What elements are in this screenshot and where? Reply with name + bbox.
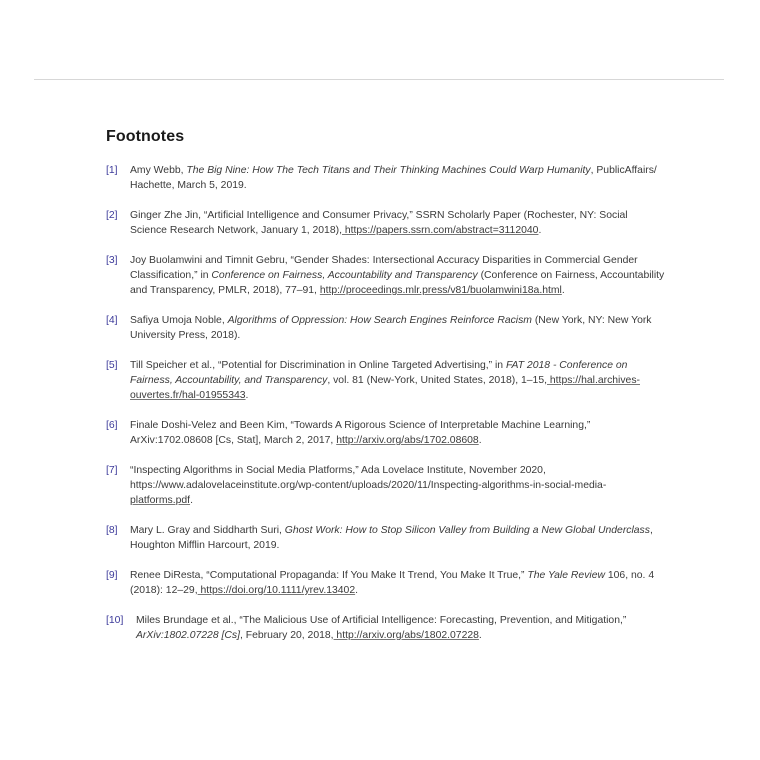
footnote-text xyxy=(130,163,666,193)
footnote-title: FAT 2018 - Conference on Fairness, Accountability, and Transparency xyxy=(130,360,628,386)
footnote-text xyxy=(136,613,666,643)
footnote-text-part: . xyxy=(561,285,565,296)
footnote-title: The Yale Review xyxy=(527,570,605,581)
footnote-text xyxy=(130,358,666,403)
footnote-text-part: , Houghton Mifflin Harcourt, 2019. xyxy=(130,525,653,551)
footnote-text-part: , February 20, 2018, xyxy=(239,630,334,641)
footnote-item xyxy=(106,208,666,238)
footnote-item xyxy=(106,568,666,598)
footnote-title: ArXiv:1802.07228 [Cs] xyxy=(136,630,240,641)
footnote-title: Conference on Fairness, Accountability and Transparency xyxy=(211,270,478,281)
footnote-text xyxy=(130,253,666,298)
footnote-number[interactable]: [7] xyxy=(106,465,118,476)
footnote-number[interactable]: [5] xyxy=(106,360,118,371)
footnote-item xyxy=(106,313,666,343)
footnote-title: The Big Nine: How The Tech Titans and Their Thinking Machines Could Warp Humanity xyxy=(186,165,591,176)
footnote-number[interactable]: [2] xyxy=(106,210,118,221)
footnote-text-part: , vol. 81 (New-York, United States, 2018), 1–15, xyxy=(327,375,547,386)
footnote-text xyxy=(130,523,666,553)
footnote-text-part: . xyxy=(478,630,482,641)
footnote-link[interactable]: http://arxiv.org/abs/1702.08608 xyxy=(336,435,479,446)
footnote-text xyxy=(130,208,666,238)
footnote-text-part: Mary L. Gray and Siddharth Suri, xyxy=(130,525,285,536)
footnote-number[interactable]: [3] xyxy=(106,255,118,266)
footnote-text-part: Safiya Umoja Noble, xyxy=(130,315,228,326)
footnote-text-part: , PublicAffairs/ Hachette, March 5, 2019. xyxy=(130,165,657,191)
footnote-number[interactable]: [8] xyxy=(106,525,118,536)
footnotes-heading: Footnotes xyxy=(106,128,185,145)
footnote-link[interactable]: http://proceedings.mlr.press/v81/buolamwini18a.html xyxy=(319,285,562,296)
footnote-text-part: . xyxy=(538,225,542,236)
footnote-text-part: “Inspecting Algorithms in Social Media Platforms,” Ada Lovelace Institute, November 2020, https://www.adalovelaceinstitute.org/wp-content/uploads/2020/11/Inspecting-algorithms-in-social-media- xyxy=(130,465,607,491)
footnote-item xyxy=(106,163,666,193)
footnote-link[interactable]: https://papers.ssrn.com/abstract=3112040 xyxy=(341,225,539,236)
footnote-text xyxy=(130,313,666,343)
footnote-link[interactable]: https://hal.archives-ouvertes.fr/hal-01955343 xyxy=(130,375,640,401)
footnote-text xyxy=(130,418,666,448)
footnote-text-part: Finale Doshi-Velez and Been Kim, “Towards A Rigorous Science of Interpretable Machine Learning,” ArXiv:1702.08608 [Cs, Stat], March 2, 2017, xyxy=(130,420,591,446)
footnote-item xyxy=(106,253,666,298)
footnote-link[interactable]: platforms.pdf xyxy=(130,495,191,506)
footnote-text xyxy=(130,568,666,598)
footnote-item xyxy=(106,523,666,553)
footnote-text-part: (New York, NY: New York University Press, 2018). xyxy=(130,315,652,341)
footnote-text-part: . xyxy=(245,390,249,401)
footnote-number[interactable]: [6] xyxy=(106,420,118,431)
footnote-item xyxy=(106,613,666,643)
footnote-text-part: Miles Brundage et al., “The Malicious Use of Artificial Intelligence: Forecasting, Prevention, and Mitigation,” xyxy=(136,615,627,626)
footnotes-list xyxy=(106,163,666,658)
footnote-title: Ghost Work: How to Stop Silicon Valley from Building a New Global Underclass xyxy=(284,525,650,536)
footnote-item xyxy=(106,358,666,403)
footnote-text-part: . xyxy=(190,495,193,506)
footnote-number[interactable]: [4] xyxy=(106,315,118,326)
footnote-text-part: 106, no. 4 (2018): 12–29, xyxy=(130,570,655,596)
footnote-link[interactable]: https://doi.org/10.1111/yrev.13402 xyxy=(197,585,356,596)
footnote-item xyxy=(106,463,666,508)
footnote-text-part: Ginger Zhe Jin, “Artificial Intelligence and Consumer Privacy,” SSRN Scholarly Paper (Rochester, NY: Social Science Research Network, January 1, 2018), xyxy=(130,210,628,236)
footnote-number[interactable]: [10] xyxy=(106,615,124,626)
footnote-text xyxy=(130,463,666,508)
top-divider xyxy=(34,79,724,80)
footnote-text-part: Till Speicher et al., “Potential for Discrimination in Online Targeted Advertising,” in xyxy=(130,360,506,371)
footnote-item xyxy=(106,418,666,448)
footnote-number[interactable]: [9] xyxy=(106,570,118,581)
footnote-text-part: Joy Buolamwini and Timnit Gebru, “Gender Shades: Intersectional Accuracy Disparities in Commercial Gender Classification,” in xyxy=(130,255,638,281)
footnote-text-part: (Conference on Fairness, Accountability and Transparency, PMLR, 2018), 77–91, xyxy=(130,270,665,296)
footnote-title: Algorithms of Oppression: How Search Engines Reinforce Racism xyxy=(227,315,532,326)
footnote-text-part: Renee DiResta, “Computational Propaganda: If You Make It Trend, You Make It True,” xyxy=(130,570,528,581)
footnote-number[interactable]: [1] xyxy=(106,165,118,176)
footnote-text-part: . xyxy=(478,435,482,446)
footnote-link[interactable]: http://arxiv.org/abs/1802.07228 xyxy=(333,630,479,641)
footnote-text-part: Amy Webb, xyxy=(130,165,187,176)
footnote-text-part: . xyxy=(355,585,358,596)
